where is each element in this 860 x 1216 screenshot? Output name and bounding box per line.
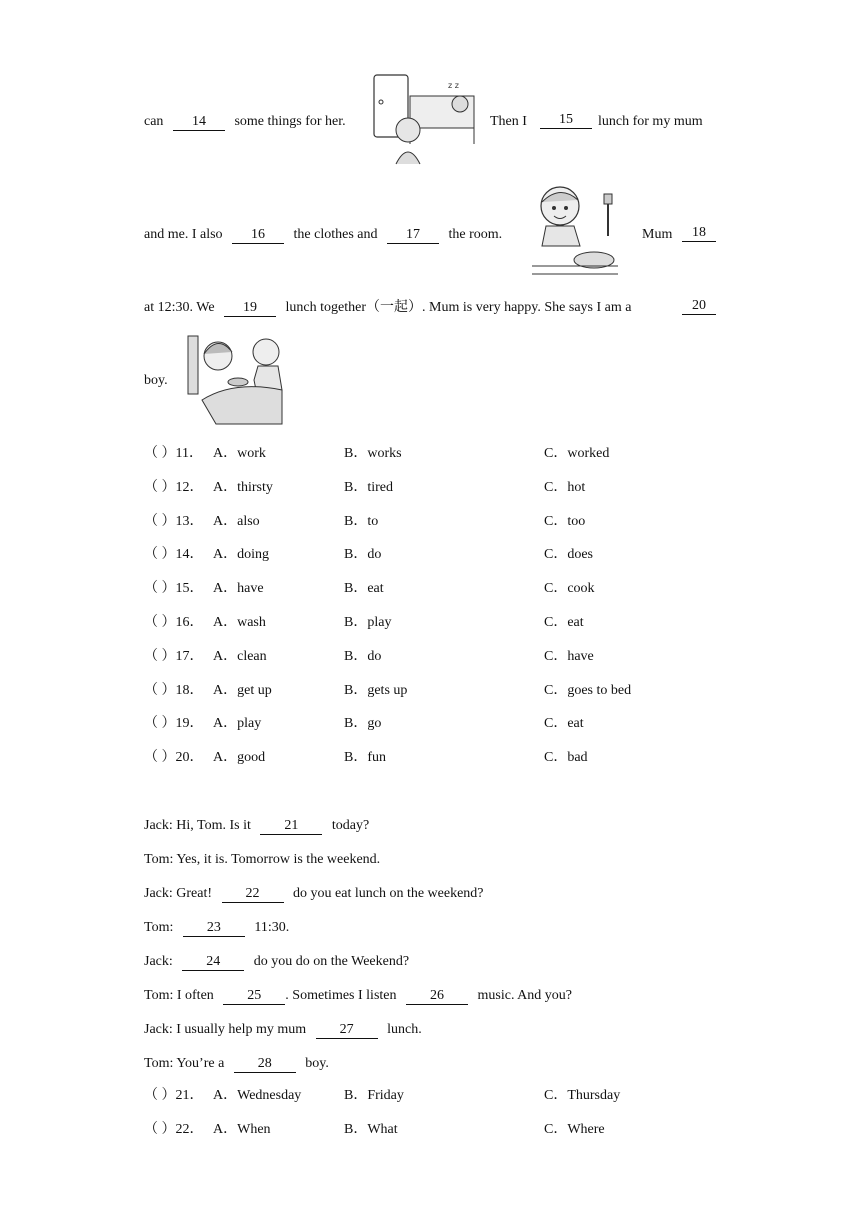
- option-c: C．goes to bed: [544, 682, 632, 698]
- text: Tom: You’re a: [144, 1056, 225, 1071]
- question-number: （ ）11．: [144, 446, 203, 461]
- blank-24: 24: [182, 954, 244, 971]
- option-b: B．works: [344, 446, 402, 461]
- blank-17: 17: [387, 227, 439, 244]
- option-a: A．play: [213, 716, 262, 732]
- dialogue-line-8: [144, 1054, 329, 1074]
- question-number: （ ）16．: [144, 615, 204, 630]
- text: and me. I also: [144, 227, 223, 242]
- passage-line-2: [144, 225, 716, 245]
- option-b: B．tired: [344, 479, 393, 495]
- blank-25: 25: [223, 988, 285, 1005]
- option-c: C．eat: [544, 615, 584, 630]
- text: Mum: [642, 227, 673, 242]
- blank-28: 28: [234, 1056, 296, 1073]
- option-b: B．eat: [344, 581, 384, 597]
- blank-21: 21: [260, 818, 322, 835]
- text: some things for her.: [234, 114, 346, 129]
- text: lunch together（一起）. Mum is very happy. She says I am a: [285, 300, 632, 315]
- option-a: A．get up: [213, 682, 272, 698]
- option-b: B．fun: [344, 750, 386, 766]
- option-b: B．What: [344, 1121, 398, 1137]
- blank-15: 15: [540, 112, 592, 129]
- option-b: B．do: [344, 547, 382, 563]
- question-number: （ ）20．: [144, 750, 204, 766]
- dialogue-line-6: [144, 986, 572, 1006]
- option-b: B．gets up: [344, 682, 408, 698]
- text: Jack: Hi, Tom. Is it: [144, 818, 251, 833]
- blank-27: 27: [316, 1022, 378, 1039]
- question-number: （ ）21．: [144, 1088, 204, 1103]
- text: Tom: I often: [144, 988, 214, 1003]
- blank-18: 18: [682, 225, 716, 242]
- question-number: （ ）19．: [144, 716, 204, 732]
- text: Jack:: [144, 954, 173, 969]
- blank-14: 14: [173, 114, 225, 131]
- question-number: （ ）22．: [144, 1121, 204, 1137]
- text: boy.: [144, 373, 168, 388]
- dialogue-line-3: [144, 884, 484, 904]
- option-a: A．also: [213, 513, 260, 529]
- text: 11:30.: [254, 920, 290, 935]
- question-number: （ ）18．: [144, 682, 204, 698]
- text: at 12:30. We: [144, 300, 215, 315]
- option-c: C．have: [544, 648, 594, 664]
- text: the room.: [448, 227, 503, 242]
- text: lunch.: [387, 1022, 422, 1037]
- mum-in-bed-illustration: [186, 330, 284, 426]
- blank-23: 23: [183, 920, 245, 937]
- blank-20: 20: [682, 298, 716, 315]
- blank-22: 22: [222, 886, 284, 903]
- option-a: A．work: [213, 446, 266, 461]
- option-c: C．cook: [544, 581, 595, 597]
- option-a: A．good: [213, 750, 266, 766]
- question-number: （ ）14．: [144, 547, 204, 563]
- text: Jack: I usually help my mum: [144, 1022, 307, 1037]
- option-b: B．to: [344, 513, 379, 529]
- option-a: A．wash: [213, 615, 266, 630]
- option-a: A．Wednesday: [213, 1088, 302, 1103]
- svg-text:z z: z z: [448, 81, 459, 90]
- option-c: C．worked: [544, 446, 610, 461]
- option-c: C．Thursday: [544, 1088, 621, 1103]
- dialogue-line-1: [144, 816, 369, 836]
- dialogue-line-2: [144, 850, 380, 870]
- option-a: A．thirsty: [213, 479, 273, 495]
- option-c: C．does: [544, 547, 593, 563]
- sleeping-mum-illustration: [368, 72, 478, 168]
- text: the clothes and: [293, 227, 378, 242]
- blank-19: 19: [224, 300, 276, 317]
- blank-26: 26: [406, 988, 468, 1005]
- option-c: C．too: [544, 513, 586, 529]
- option-a: A．When: [213, 1121, 271, 1137]
- text: do you do on the Weekend?: [253, 954, 410, 969]
- dialogue-line-7: [144, 1020, 422, 1040]
- question-number: （ ）15．: [144, 581, 204, 597]
- text: music. And you?: [477, 988, 572, 1003]
- dialogue-line-4: [144, 918, 289, 938]
- option-c: C．hot: [544, 479, 586, 495]
- option-c: C．Where: [544, 1121, 605, 1137]
- option-c: C．bad: [544, 750, 588, 766]
- question-number: （ ）12．: [144, 479, 204, 495]
- question-number: （ ）13．: [144, 513, 204, 529]
- text: Then I: [490, 114, 527, 129]
- option-b: B．Friday: [344, 1088, 404, 1103]
- blank-16: 16: [232, 227, 284, 244]
- text: Tom:: [144, 920, 174, 935]
- option-a: A．clean: [213, 648, 267, 664]
- text: Tom: Yes, it is. Tomorrow is the weekend.: [144, 852, 381, 867]
- passage-line-3: [144, 298, 716, 318]
- text: do you eat lunch on the weekend?: [293, 886, 484, 901]
- option-a: A．doing: [213, 547, 269, 563]
- dialogue-line-5: [144, 952, 409, 972]
- text: can: [144, 114, 164, 129]
- option-b: B．go: [344, 716, 382, 732]
- option-b: B．do: [344, 648, 382, 664]
- option-b: B．play: [344, 615, 392, 630]
- boy-cooking-illustration: [528, 184, 622, 280]
- question-number: （ ）17．: [144, 648, 204, 664]
- option-c: C．eat: [544, 716, 584, 732]
- text: boy.: [305, 1056, 329, 1071]
- option-a: A．have: [213, 581, 264, 597]
- text: . Sometimes I listen: [285, 988, 397, 1003]
- text: lunch for my mum: [598, 114, 703, 129]
- text: Jack: Great!: [144, 886, 213, 901]
- text: today?: [331, 818, 370, 833]
